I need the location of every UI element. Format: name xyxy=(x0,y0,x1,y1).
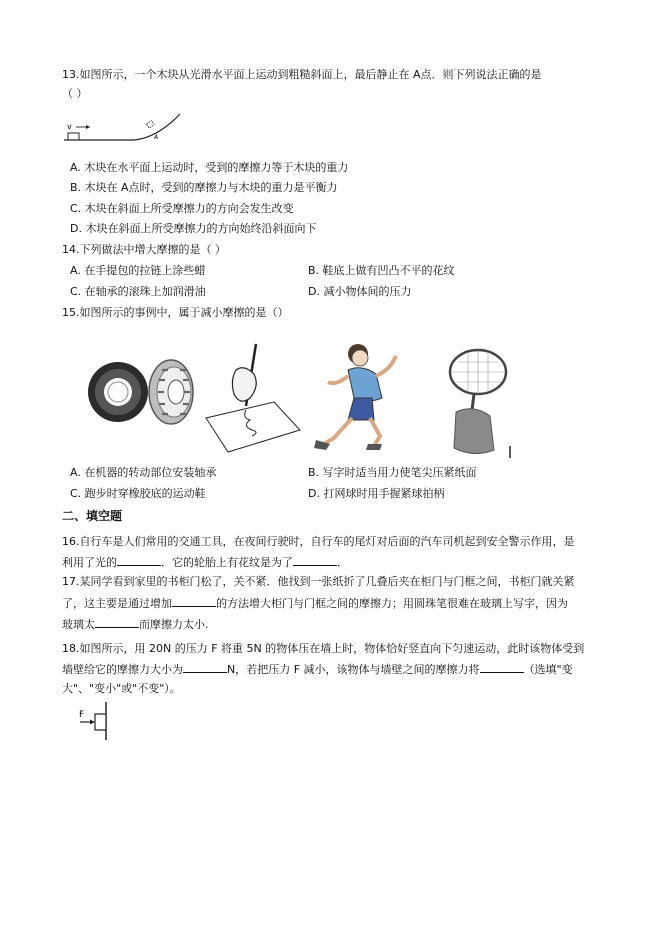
q18-f-label: F xyxy=(79,710,85,720)
q18-text-c: （选填"变 xyxy=(523,663,573,676)
q18-text-a: 墙壁给它的摩擦力大小为 xyxy=(62,663,183,676)
q13-incline-figure xyxy=(62,108,192,152)
q15-option-c[interactable]: C. 跑步时穿橡胶底的运动鞋 xyxy=(70,487,206,500)
q17-line1: 17.某同学看到家里的书柜门松了，关不紧．他找到一张纸折了几叠后夹在柜门与门框之间，书柜门就关紧 xyxy=(62,575,575,588)
q18-blank-2[interactable] xyxy=(480,662,524,673)
q13-option-b[interactable]: B. 木块在 A点时，受到的摩擦力与木块的重力是平衡力 xyxy=(70,181,338,194)
tennis-racket-image xyxy=(450,350,510,458)
q14-option-b[interactable]: B. 鞋底上做有凹凸不平的花纹 xyxy=(308,264,455,277)
q17-text-b: 的方法增大柜门与门框之间的摩擦力；用圆珠笔很难在玻璃上写字，因为 xyxy=(216,597,568,610)
q18-wall-figure xyxy=(76,700,116,742)
q18-line1: 18.如图所示，用 20N 的压力 F 将重 5N 的物体压在墙上时，物体恰好竖直向下匀速运动，此时该物体受到 xyxy=(62,642,585,655)
q18-blank-1[interactable] xyxy=(183,662,227,673)
bearing-ring-image xyxy=(88,362,148,422)
q14-option-c[interactable]: C. 在轴承的滚珠上加润滑油 xyxy=(70,285,206,298)
section-title-fill-in: 二、填空题 xyxy=(62,509,123,523)
q15-option-b[interactable]: B. 写字时适当用力使笔尖压紧纸面 xyxy=(308,466,477,479)
q18-text-b: N，若把压力 F 减小，该物体与墙壁之间的摩擦力将 xyxy=(227,663,480,676)
q16-text-c: ． xyxy=(337,556,348,569)
hand-writing-image xyxy=(206,344,300,452)
q17-blank-2[interactable] xyxy=(95,617,139,628)
q15-option-a[interactable]: A. 在机器的转动部位安装轴承 xyxy=(70,466,217,479)
q17-text-c: 玻璃太 xyxy=(62,618,95,631)
q16-blank-2[interactable] xyxy=(293,555,337,566)
q13-option-d[interactable]: D. 木块在斜面上所受摩擦力的方向始终沿斜面向下 xyxy=(70,222,317,235)
q13-stem-line1: 13.如图所示，一个木块从光滑水平面上运动到粗糙斜面上，最后静止在 A点．则下列说法正确的是 xyxy=(62,68,542,81)
q15-stem: 15.如图所示的事例中，属于减小摩擦的是（） xyxy=(62,306,289,319)
q18-line3: 大"、"变小"或"不变"）。 xyxy=(62,682,181,695)
q13-v-label: v xyxy=(67,122,72,131)
q17-text-a: 了，这主要是通过增加 xyxy=(62,597,172,610)
q18-line2 xyxy=(62,662,573,677)
q13-stem-line2: （ ） xyxy=(62,87,88,100)
q17-line2 xyxy=(62,596,568,611)
roller-bearing-image xyxy=(149,360,193,424)
q15-option-d[interactable]: D. 打网球时用手握紧球拍柄 xyxy=(308,487,445,500)
q16-text-b: ．它的轮胎上有花纹是为了 xyxy=(161,556,293,569)
q13-option-c[interactable]: C. 木块在斜面上所受摩擦力的方向会发生改变 xyxy=(70,202,294,215)
q17-line3 xyxy=(62,617,209,632)
q13-option-a[interactable]: A. 木块在水平面上运动时，受到的摩擦力等于木块的重力 xyxy=(70,161,349,174)
running-boy-image xyxy=(314,344,396,450)
q17-blank-1[interactable] xyxy=(172,596,216,607)
q14-option-d[interactable]: D. 减小物体间的压力 xyxy=(308,285,412,298)
q16-blank-1[interactable] xyxy=(117,555,161,566)
q16-text-a: 利用了光的 xyxy=(62,556,117,569)
q13-a-label: A xyxy=(154,134,159,141)
q15-figures xyxy=(86,340,516,462)
q17-text-d: 而摩擦力太小. xyxy=(139,618,209,631)
q14-option-a[interactable]: A. 在手提包的拉链上涂些蜡 xyxy=(70,264,206,277)
q16-line2 xyxy=(62,555,348,570)
q16-line1: 16.自行车是人们常用的交通工具，在夜间行驶时，自行车的尾灯对后面的汽车司机起到安全警示作用，是 xyxy=(62,535,575,548)
q14-stem: 14.下列做法中增大摩擦的是（ ） xyxy=(62,243,226,256)
